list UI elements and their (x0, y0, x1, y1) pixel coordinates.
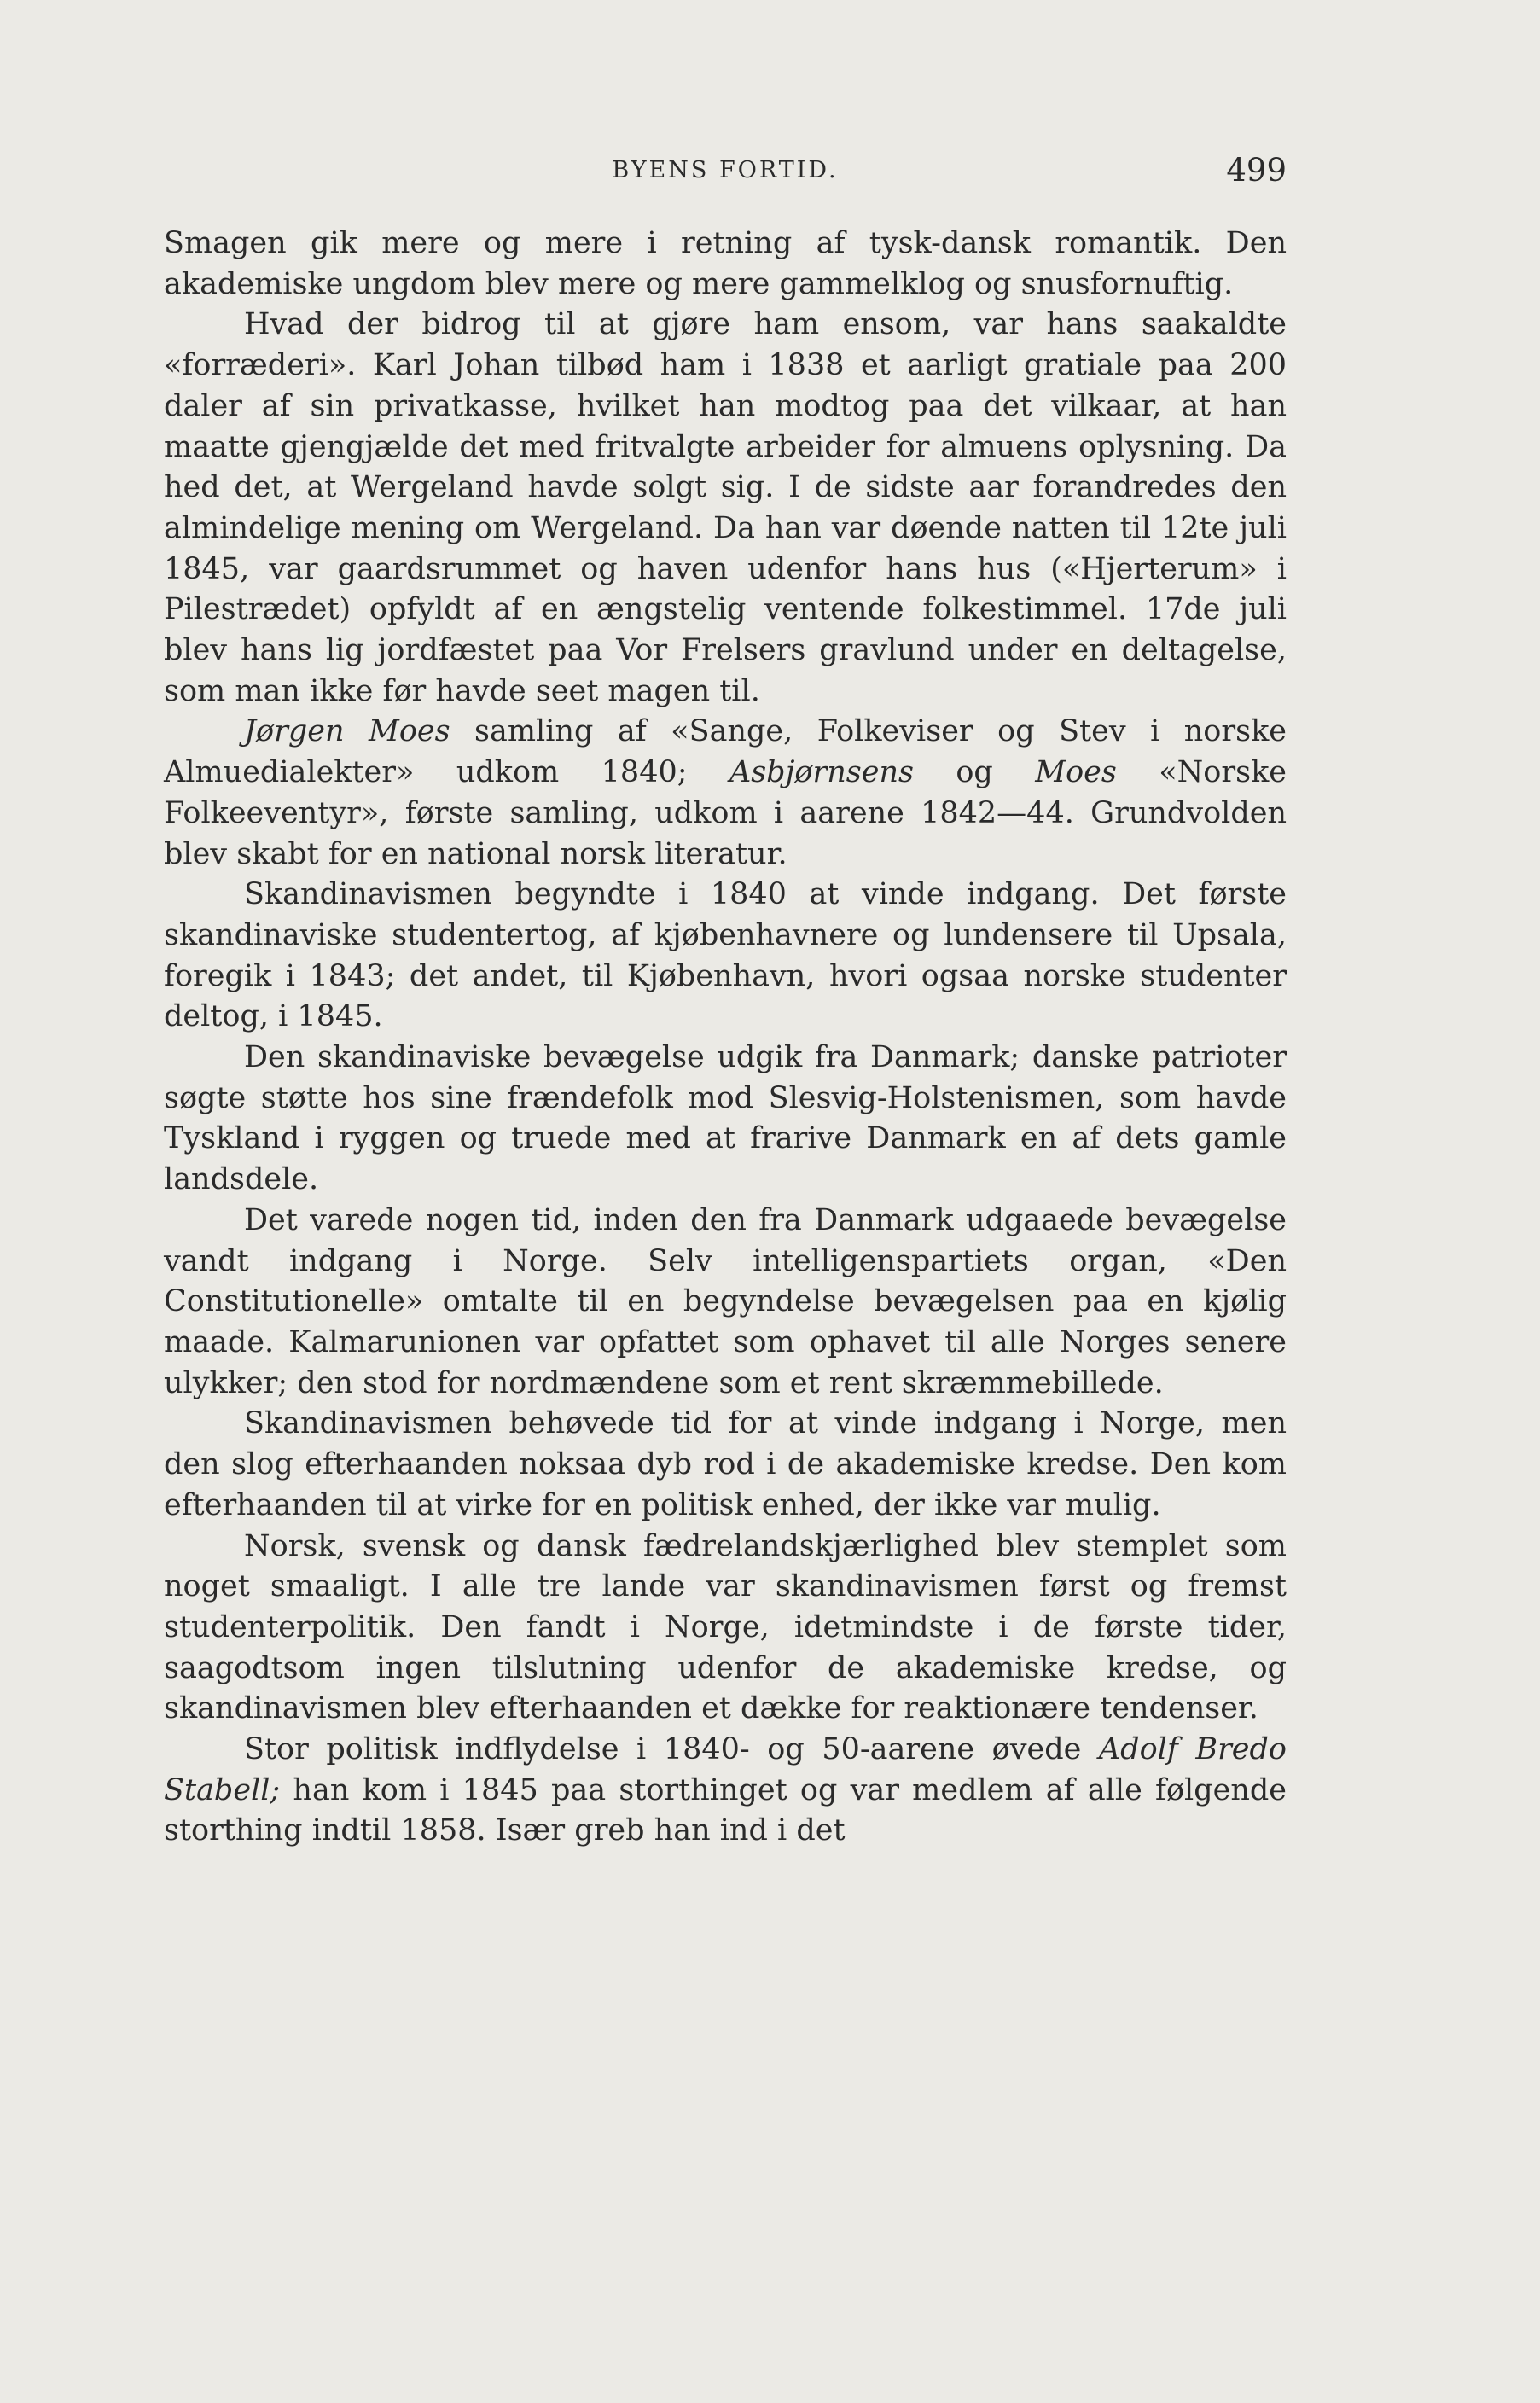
paragraph (164, 875, 1287, 1038)
text-run: Smagen gik mere og mere i retning af tysk-dansk romantik. Den akademiske ungdom blev mere og mere gammelklog og snusfornuftig. (164, 226, 1287, 301)
text-run: Det varede nogen tid, inden den fra Danmark udgaaede bevægelse vandt indgang i Norge. Selv intelligenspartiets organ, «Den Constitutionelle» omtalte til en begyndelse bevægelsen paa en kjølig maade. Kalmarunionen var opfattet som ophavet til alle Norges senere ulykker; den stod for nordmændene som et rent skræmmebillede. (164, 1202, 1287, 1400)
text-run: Norsk, svensk og dansk fædrelandskjærlighed blev stemplet som noget smaaligt. I alle tre lande var skandinavismen først og fremst studenterpolitik. Den fandt i Norge, idetmindste i de første tider, saagodtsom ingen tilslutning udenfor de akademiske kredse, og skandinavismen blev efterhaanden et dække for reaktionære tendenser. (164, 1528, 1287, 1726)
text-run: Skandinavismen begyndte i 1840 at vinde indgang. Det første skandinaviske studentertog, af kjøbenhavnere og lundensere til Upsala, foregik i 1843; det andet, til Kjøbenhavn, hvori ogsaa norske studenter deltog, i 1845. (164, 877, 1287, 1034)
paragraph (164, 305, 1287, 712)
italic-text-run: Adolf Bredo Stabell; (164, 1732, 1287, 1807)
text-run: Hvad der bidrog til at gjøre ham ensom, var hans saakaldte «forræderi». Karl Johan tilbød ham i 1838 et aarligt gratiale paa 200 daler af sin privatkasse, hvilket han modtog paa det vilkaar, at han maatte gjengjælde det med fritvalgte arbeider for almuens oplysning. Da hed det, at Wergeland havde solgt sig. I de sidste aar forandredes den almindelige mening om Wergeland. Da han var døende natten til 12te juli 1845, var gaardsrummet og haven udenfor hans hus («Hjerterum» i Pilestrædet) opfyldt af en ængstelig ventende folkestimmel. 17de juli blev hans lig jordfæstet paa Vor Frelsers gravlund under en deltagelse, som man ikke før havde seet magen til. (164, 307, 1287, 708)
paragraph (164, 1201, 1287, 1405)
paragraph (164, 224, 1287, 305)
text-run: han kom i 1845 paa storthinget og var medlem af alle følgende storthing indtil 1858. Især greb han ind i det (164, 1772, 1287, 1848)
body-text (164, 224, 1287, 1852)
italic-text-run: Jørgen Moes (244, 714, 450, 749)
page-header (164, 152, 1287, 195)
paragraph (164, 1730, 1287, 1852)
paragraph (164, 1038, 1287, 1201)
paragraph (164, 1527, 1287, 1731)
italic-text-run: Asbjørnsens (729, 755, 914, 790)
text-run: og (913, 755, 1036, 790)
text-run: Den skandinaviske bevægelse udgik fra Danmark; danske patrioter søgte støtte hos sine frændefolk mod Slesvig-Holstenismen, som havde Tyskland i ryggen og truede med at frarive Danmark en af dets gamle landsdele. (164, 1040, 1287, 1197)
text-run: Skandinavismen behøvede tid for at vinde indgang i Norge, men den slog efterhaanden noksaa dyb rod i de akademiske kredse. Den kom efterhaanden til at virke for en politisk enhed, der ikke var mulig. (164, 1406, 1287, 1522)
paragraph (164, 712, 1287, 875)
text-run: samling af «Sange, Folkeviser og Stev i norske Almuedialekter» udkom 1840; (164, 714, 1287, 790)
paragraph (164, 1404, 1287, 1526)
italic-text-run: Moes (1035, 755, 1117, 790)
page-number: 499 (1226, 152, 1287, 189)
text-run: Stor politisk indflydelse i 1840- og 50-aarene øvede (244, 1732, 1099, 1767)
text-run: «Norske Folkeeventyr», første samling, udkom i aarene 1842—44. Grundvolden blev skabt for en national norsk literatur. (164, 755, 1287, 871)
running-head: BYENS FORTID. (612, 157, 839, 183)
